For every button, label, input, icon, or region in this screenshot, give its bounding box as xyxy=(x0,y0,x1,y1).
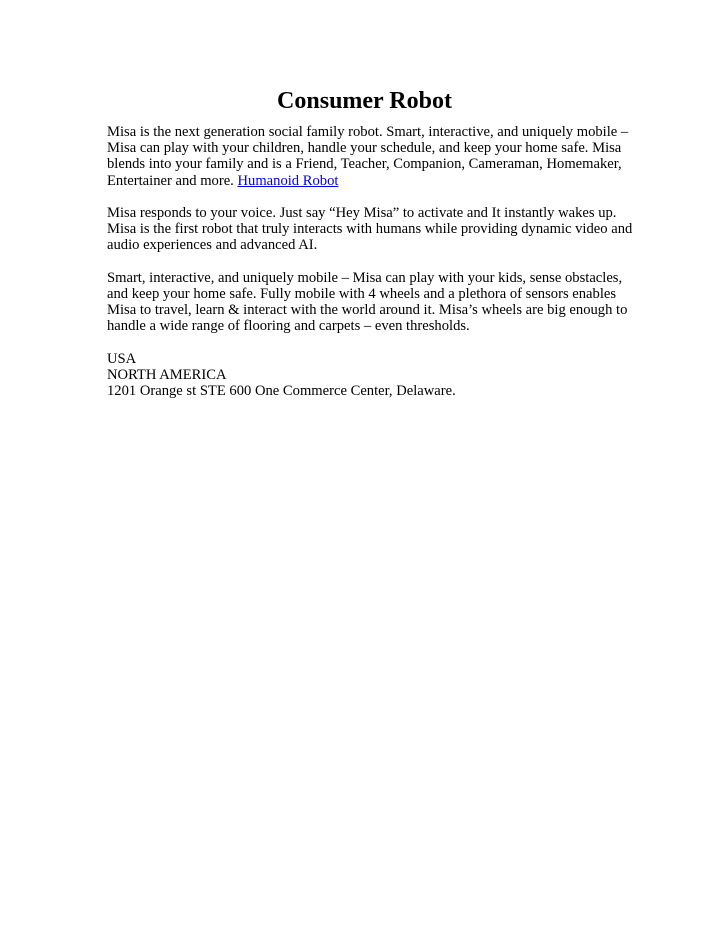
address-region: NORTH AMERICA xyxy=(107,367,227,383)
text-line: Misa to travel, learn & interact with the world around it. Misa’s wheels are big enough to xyxy=(107,302,628,319)
text-line: Misa responds to your voice. Just say “Hey Misa” to activate and It instantly wakes up. xyxy=(107,205,617,221)
document-page xyxy=(107,86,633,416)
humanoid-robot-link[interactable]: Humanoid Robot xyxy=(237,172,339,189)
address-country: USA xyxy=(107,350,137,367)
text-line: Misa is the next generation social family robot. Smart, interactive, and uniquely mobile – xyxy=(107,124,629,140)
text-line: handle a wide range of flooring and carpets – even thresholds. xyxy=(107,318,470,335)
paragraph-mobility xyxy=(107,269,628,335)
document-body xyxy=(107,124,633,400)
text-fragment: Entertainer and more. xyxy=(107,172,238,189)
text-line: Misa can play with your children, handle your schedule, and keep your home safe. Misa xyxy=(107,140,622,157)
paragraph-intro xyxy=(107,124,629,189)
text-line: audio experiences and advanced AI. xyxy=(107,237,318,254)
address-street: 1201 Orange st STE 600 One Commerce Center, Delaware. xyxy=(107,383,456,400)
address-block xyxy=(107,351,622,400)
page-title: Consumer Robot xyxy=(277,88,452,114)
text-line: blends into your family and is a Friend, Teacher, Companion, Cameraman, Homemaker, xyxy=(107,156,622,173)
paragraph-voice xyxy=(107,205,633,254)
text-line-with-link xyxy=(107,173,622,189)
text-line: Smart, interactive, and uniquely mobile – Misa can play with your kids, sense obstacles, xyxy=(107,269,623,286)
text-line: Misa is the first robot that truly interacts with humans while providing dynamic video and xyxy=(107,221,633,238)
text-line: and keep your home safe. Fully mobile with 4 wheels and a plethora of sensors enables xyxy=(107,286,617,302)
